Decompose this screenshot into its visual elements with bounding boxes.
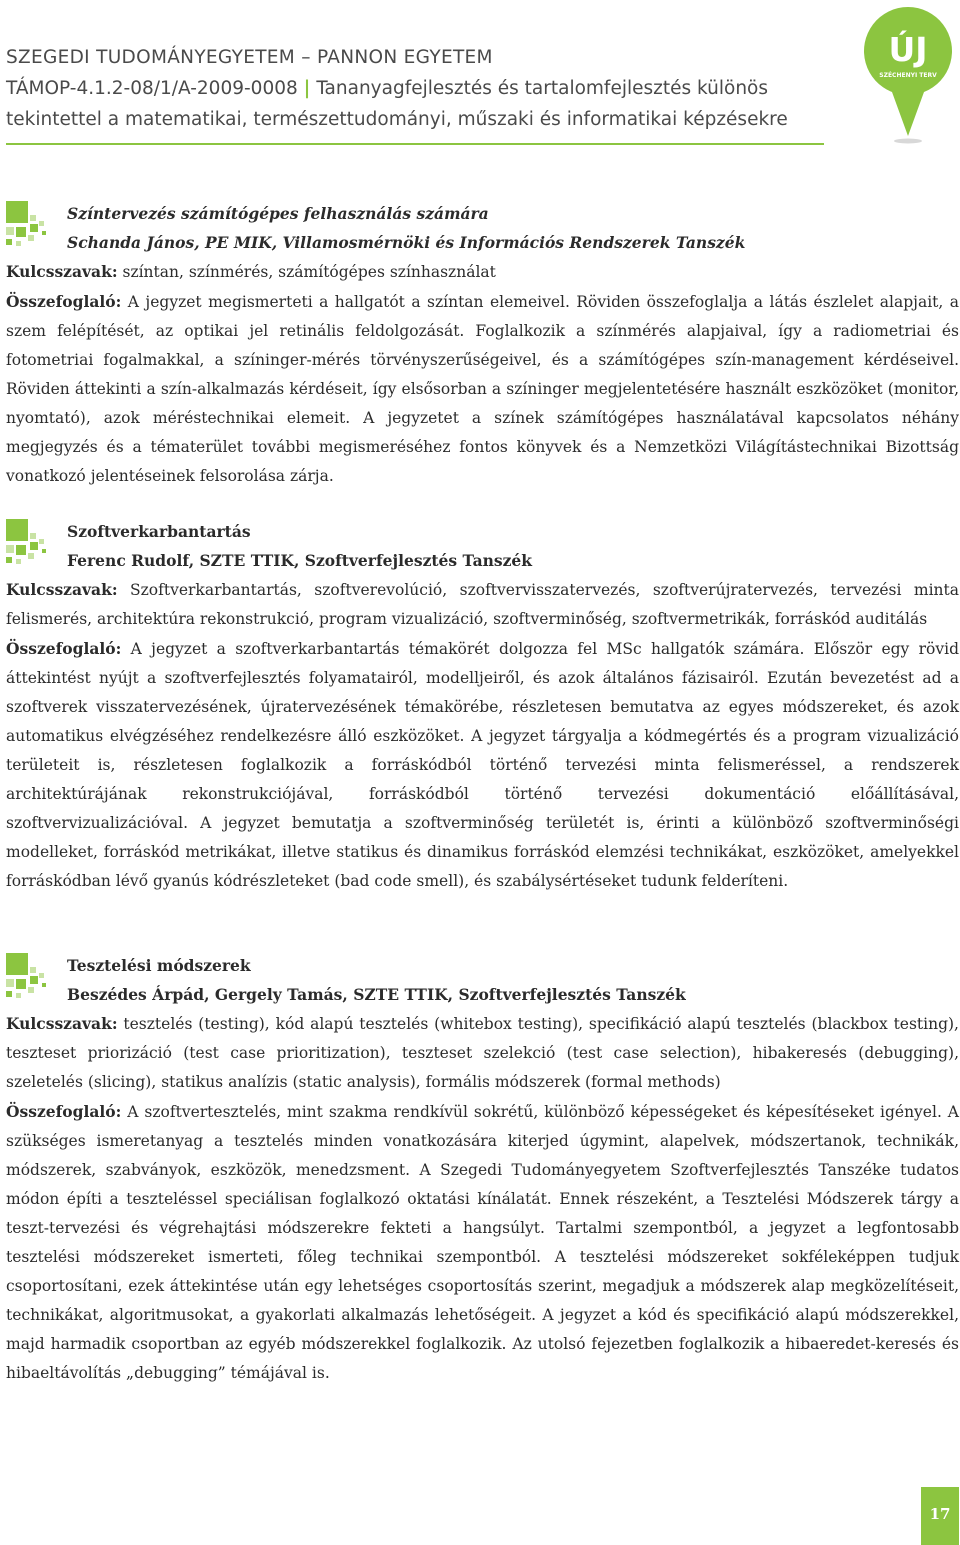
section-author: Beszédes Árpád, Gergely Tamás, SZTE TTIK, Szoftverfejlesztés Tanszék <box>67 985 686 1004</box>
keywords-label: Kulcsszavak: <box>6 580 118 599</box>
section-summary <box>6 1097 959 1388</box>
page-number: 17 <box>929 1505 951 1523</box>
header-project-desc-1: Tananyagfejlesztés és tartalomfejlesztés különös <box>316 78 768 99</box>
header-project-line <box>6 73 836 104</box>
section-title: Színtervezés számítógépes felhasználás számára <box>67 204 489 223</box>
page-header <box>6 42 836 135</box>
summary-label: Összefoglaló: <box>6 1102 122 1121</box>
section-author: Schanda János, PE MIK, Villamosmérnöki és Információs Rendszerek Tanszék <box>67 233 746 252</box>
section-keywords <box>6 257 959 287</box>
section-szoftverkarbantartas <box>6 517 959 896</box>
summary-label: Összefoglaló: <box>6 292 122 311</box>
section-squares-icon <box>6 953 48 1001</box>
uj-szechenyi-terv-logo <box>862 4 954 144</box>
keywords-text: színtan, színmérés, számítógépes színhasználat <box>122 263 496 281</box>
section-keywords <box>6 575 959 634</box>
section-tesztelesi-modszerek <box>6 951 959 1388</box>
section-keywords <box>6 1009 959 1097</box>
header-divider <box>6 143 824 145</box>
logo-big-text: ÚJ <box>888 30 928 69</box>
section-squares-icon <box>6 201 48 249</box>
keywords-label: Kulcsszavak: <box>6 1014 118 1033</box>
section-author: Ferenc Rudolf, SZTE TTIK, Szoftverfejlesztés Tanszék <box>67 551 533 570</box>
page-number-box <box>921 1487 959 1545</box>
summary-label: Összefoglaló: <box>6 639 122 658</box>
section-heading <box>6 199 959 257</box>
section-szintervezes <box>6 199 959 491</box>
keywords-text: tesztelés (testing), kód alapú tesztelés (whitebox testing), specifikáció alapú tesztelés (blackbox testing), teszteset priorizáció (test case prioritization), teszteset szelekció (test case selection), hibakeresés (debugging), szeletelés (slicing), statikus analízis (static analysis), formális módszerek (formal methods) <box>6 1015 959 1091</box>
section-heading <box>6 517 959 575</box>
keywords-label: Kulcsszavak: <box>6 262 118 281</box>
keywords-text: Szoftverkarbantartás, szoftverevolúció, szoftvervisszatervezés, szoftverújratervezés, tervezési minta felismerés, architektúra rekonstrukció, program vizualizáció, szoftverminőség, szoftvermetrikák, forráskód auditálás <box>6 581 959 628</box>
section-summary <box>6 634 959 896</box>
summary-text: A jegyzet a szoftverkarbantartás témakörét dolgozza fel MSc hallgatók számára. Először egy rövid áttekintést nyújt a szoftverfejlesztés folyamatairól, modelljeiről, és azok általános fázisairól. Ezután bevezetést ad a szoftverek visszatervezésének, újratervezésének témakörébe, részletesen bemutatva az egyes módszereket, és azok automatikus elvégzéséhez rendelkezésre álló eszközöket. A jegyzet tárgyalja a kódmegértés és a program vizualizáció területeit is, részletesen foglalkozik a forráskódból történő tervezési minta felismeréssel, a rendszerek architektúrájának rekonstrukciójával, forráskódból történő tervezési dokumentáció előállításával, szoftvervizualizációval. A jegyzet bemutatja a szoftverminőség területét is, érinti a különböző szoftverminőségi modelleket, forráskód metrikákat, illetve statikus és dinamikus forráskód elemzési technikákat, eszközöket, amelyekkel forráskódban lévő gyanús kódrészleteket (bad code smell), és szabálysértéseket tudunk felderíteni. <box>6 640 959 890</box>
section-title: Szoftverkarbantartás <box>67 522 251 541</box>
header-separator: | <box>303 78 311 99</box>
summary-text: A szoftvertesztelés, mint szakma rendkívül sokrétű, különböző képességeket és képesítéseket igényel. A szükséges ismeretanyag a tesztelés minden vonatkozására kiterjed úgymint, alapelvek, módszertanok, technikák, módszerek, szabványok, eszközök, menedzsment. A Szegedi Tudományegyetem Szoftverfejlesztés Tanszéke tudatos módon építi a teszteléssel speciálisan foglalkozó oktatási kínálatát. Ennek részeként, a Tesztelési Módszerek tárgy a teszt-tervezési és végrehajtási módszerekre fekteti a hangsúlyt. Tartalmi szempontból, a jegyzet a legfontosabb tesztelési módszereket ismerteti, főleg technikai szempontból. A tesztelési módszereket sokféleképpen tudjuk csoportosítani, ezek áttekintése után egy lehetséges csoportosítás szerint, megadjuk a módszerek alap megközelítéseit, technikákat, algoritmusokat, a gyakorlati alkalmazás lehetőségeit. A jegyzet a kód és specifikáció alapú módszerekkel, majd harmadik csoportban az egyéb módszerekkel foglalkozik. Az utolsó fejezetben foglalkozik a hibaeredet-keresés és hibaeltávolítás „debugging” témájával is. <box>6 1103 959 1382</box>
section-title: Tesztelési módszerek <box>67 956 251 975</box>
summary-text: A jegyzet megismerteti a hallgatót a színtan elemeivel. Röviden összefoglalja a látás észlelet alapjait, a szem felépítését, az optikai jel retinális feldolgozását. Foglalkozik a színmérés alapjaival, így a radiometriai és fotometriai fogalmakkal, a színinger-mérés törvényszerűségeivel, és a számítógépes szín-management kérdéseivel. Röviden áttekinti a szín-alkalmazás kérdéseit, így elsősorban a színinger megjelentetésére használt eszközöket (monitor, nyomtató), azok méréstechnikai elemeit. A jegyzetet a színek számítógépes használatával kapcsolatos néhány megjegyzés és a tématerület további megismeréséhez fontos könyvek és a Nemzetközi Világítástechnikai Bizottság vonatkozó jelentéseinek felsorolása zárja. <box>6 293 959 485</box>
logo-small-text: SZÉCHENYI TERV <box>879 72 937 79</box>
section-heading <box>6 951 959 1009</box>
header-org: SZEGEDI TUDOMÁNYEGYETEM – PANNON EGYETEM <box>6 47 493 68</box>
header-project-code: TÁMOP-4.1.2-08/1/A-2009-0008 <box>6 78 298 99</box>
section-squares-icon <box>6 519 48 567</box>
header-project-desc-2: tekintettel a matematikai, természettudományi, műszaki és informatikai képzésekre <box>6 109 788 130</box>
section-summary <box>6 287 959 491</box>
